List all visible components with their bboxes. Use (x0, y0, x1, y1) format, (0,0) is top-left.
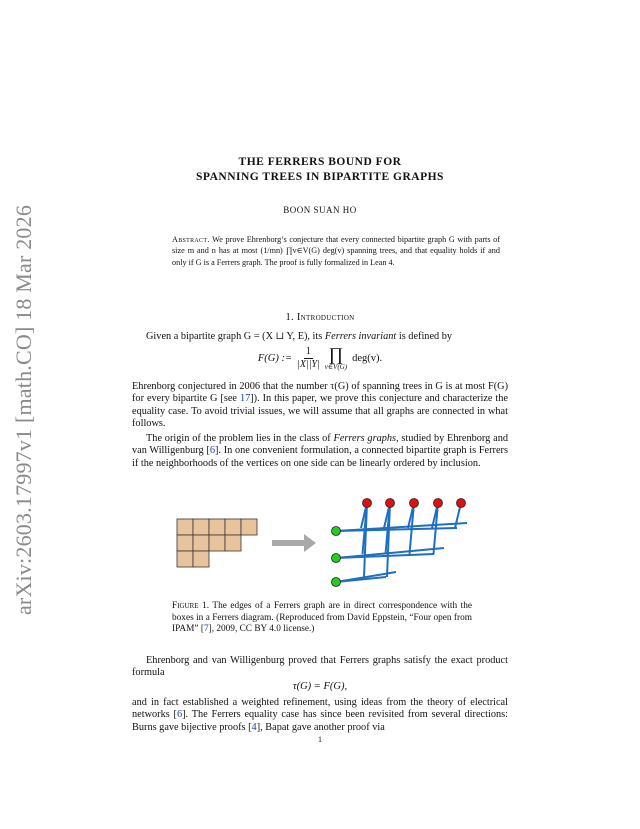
section-number: 1. (285, 312, 294, 323)
intro-paragraph-3 (132, 433, 508, 470)
intro-paragraph-1 (132, 331, 508, 343)
paragraph-4: Ehrenborg and van Willigenburg proved that Ferrers graphs satisfy the exact product formula (132, 655, 508, 679)
left-vertex (332, 554, 341, 563)
ferrers-figure (170, 488, 490, 588)
ferrers-box (241, 519, 257, 535)
formula-denominator: |X||Y| (297, 358, 320, 370)
title-line-1: THE FERRERS BOUND FOR (238, 156, 402, 168)
p5-text-mid: ]. The Ferrers equality case has since been revisited from several directions: Burns gave bijective proofs [ (132, 709, 508, 733)
arxiv-stamp: arXiv:2603.17997v1 [math.CO] 18 Mar 2026 (11, 204, 36, 616)
citation-link[interactable]: 4 (251, 721, 257, 733)
caption-label: Figure 1. (172, 601, 210, 611)
product-formula-text: τ(G) = F(G), (292, 681, 348, 692)
p5-text-end: ], Bapat gave another proof via (256, 721, 385, 733)
intro-p1-emphasis: Ferrers invariant (324, 331, 397, 342)
intro-p3-emphasis: Ferrers graphs, (333, 433, 399, 444)
ferrers-box (177, 551, 193, 567)
citation-link[interactable]: 6 (176, 709, 183, 721)
section-heading (0, 312, 640, 323)
caption-text-end: ], 2009, CC BY 4.0 license.) (208, 624, 315, 635)
paragraph-5 (132, 697, 508, 734)
ferrers-box (193, 551, 209, 567)
citation-link[interactable]: 6 (209, 445, 215, 457)
left-vertex (332, 578, 341, 587)
intro-p2-text: Ehrenborg conjectured in 2006 that the number τ(G) of spanning trees in G is at most F(G) for every bipartite G [see (132, 381, 508, 405)
title-line-2: SPANNING TREES IN BIPARTITE GRAPHS (196, 171, 444, 183)
ferrers-box (177, 519, 193, 535)
intro-p1-text: Given a bipartite graph G = (X ⊔ Y, E), its (146, 331, 325, 342)
ferrers-diagram (177, 519, 257, 567)
top-vertex (434, 499, 443, 508)
formula-numerator: 1 (305, 345, 311, 357)
top-vertex (410, 499, 419, 508)
ferrers-box (209, 535, 225, 551)
ferrers-graph (332, 499, 468, 587)
abstract (172, 234, 500, 268)
figure-caption (172, 601, 472, 636)
abstract-text: We prove Ehrenborg’s conjecture that every connected bipartite graph G with parts of size m and n has at most (1/mn) ∏v∈V(G) deg(v) spanning trees, and that equality holds if and only if G is a Ferrers graph. The proof is fully formalized in Lean 4. (172, 235, 500, 267)
p5-text: and in fact established a weighted refinement, using ideas from the theory of electrical networks [ (132, 697, 508, 721)
intro-p3-text: The origin of the problem lies in the class of (146, 433, 334, 444)
ferrers-invariant-formula (132, 345, 508, 371)
ferrers-box (193, 535, 209, 551)
author: BOON SUAN HO (283, 205, 357, 215)
page-number: 1 (318, 735, 322, 744)
left-vertex (332, 527, 341, 536)
top-vertex (363, 499, 372, 508)
top-vertex (386, 499, 395, 508)
ferrers-box (193, 519, 209, 535)
formula-product-symbol: ∏ (328, 344, 344, 364)
top-vertex (457, 499, 466, 508)
formula-rhs: deg(v). (352, 352, 383, 364)
abstract-heading: Abstract. (172, 235, 210, 244)
arrow-icon (272, 534, 316, 552)
intro-p3-text-mid: studied by Ehrenborg and van Willigenburg [ (132, 433, 508, 457)
formula-lhs: F(G) := (257, 352, 293, 364)
intro-paragraph-2 (132, 381, 508, 431)
ferrers-box (177, 535, 193, 551)
ferrers-box (225, 519, 241, 535)
section-title: Introduction (296, 312, 355, 323)
caption-text: The edges of a Ferrers graph are in direct correspondence with the boxes in a Ferrers diagram. (Reproduced from David Eppstein, “Four open from IPAM” [ (172, 601, 472, 635)
intro-p3-text-end: ]. In one convenient formulation, a connected bipartite graph is Ferrers if the neighborhoods of the vertices on one side can be linearly ordered by inclusion. (132, 445, 508, 469)
intro-p1-text-end: is defined by (396, 331, 453, 342)
ferrers-box (209, 519, 225, 535)
citation-link[interactable]: 7 (203, 624, 209, 635)
product-formula (132, 681, 508, 692)
ferrers-box (225, 535, 241, 551)
formula-product-subscript: v∈V(G) (324, 363, 348, 371)
intro-p2-text-end: ]). In this paper, we prove this conjecture and characterize the equality case. To avoid trivial issues, we will assume that all graphs are connected in what follows. (132, 393, 508, 430)
citation-link[interactable]: 17 (239, 393, 251, 405)
